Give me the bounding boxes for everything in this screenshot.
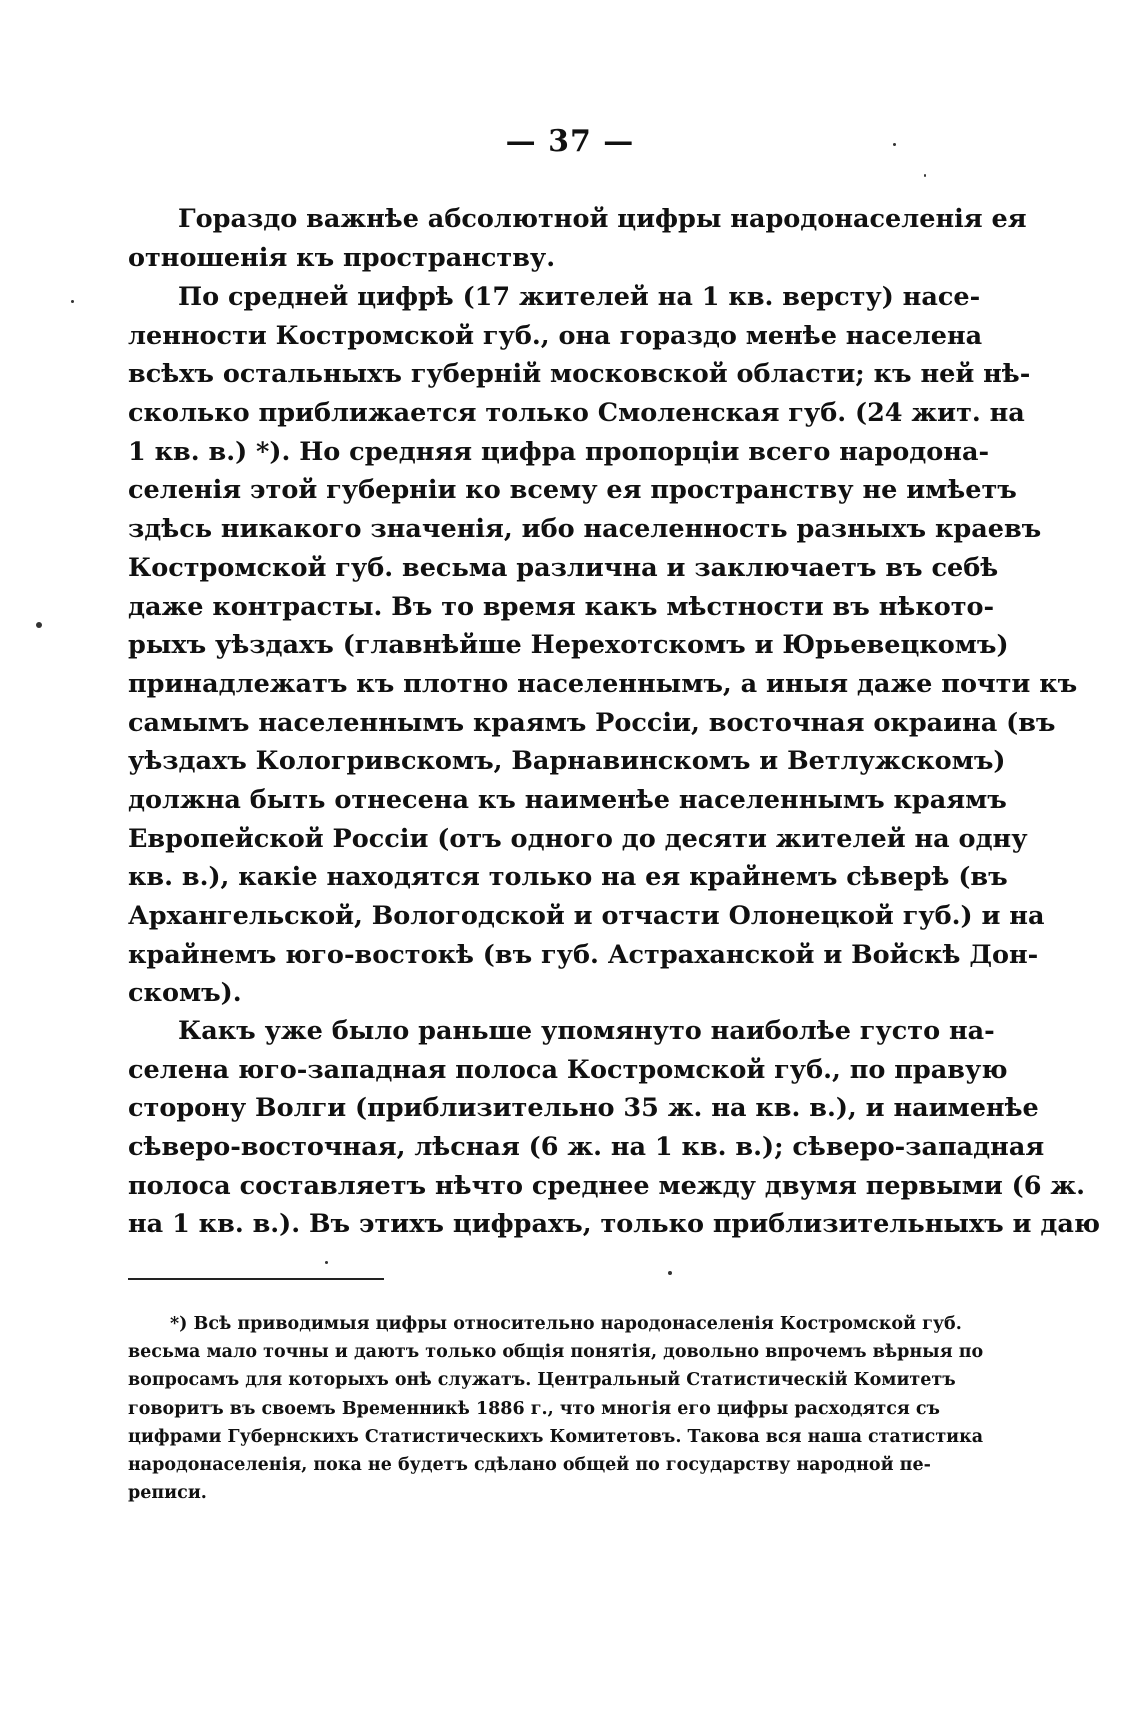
text-line: должна быть отнесена къ наименѣе населеннымъ краямъ bbox=[128, 784, 1007, 815]
footnote-divider bbox=[128, 1278, 384, 1280]
text-line: Какъ уже было раньше упомянуто наиболѣе густо на- bbox=[178, 1016, 995, 1046]
text-line: отношенія къ пространству. bbox=[128, 242, 556, 273]
text-line: селена юго-западная полоса Костромской губ., по правую bbox=[128, 1054, 1008, 1085]
text-line: на 1 кв. в.). Въ этихъ цифрахъ, только приблизительныхъ и даю bbox=[128, 1209, 1101, 1240]
footnote-line: вопросамъ для которыхъ онѣ служатъ. Центральный Статистическій Комитетъ bbox=[128, 1370, 956, 1391]
scan-speck bbox=[325, 1261, 328, 1264]
text-line: самымъ населеннымъ краямъ Россіи, восточная окраина (въ bbox=[128, 707, 1056, 738]
text-line: крайнемъ юго-востокѣ (въ губ. Астраханской и Войскѣ Дон- bbox=[128, 939, 1039, 970]
text-line: Европейской Россіи (отъ одного до десяти жителей на одну bbox=[128, 823, 1028, 854]
text-line: уѣздахъ Кологривскомъ, Варнавинскомъ и Ветлужскомъ) bbox=[128, 746, 1006, 777]
footnote-line: весьма мало точны и даютъ только общія понятія, довольно впрочемъ вѣрныя по bbox=[128, 1342, 984, 1363]
text-line: всѣхъ остальныхъ губерній московской области; къ ней нѣ- bbox=[128, 359, 1031, 390]
page-number: — 37 — bbox=[505, 124, 635, 159]
scan-speck bbox=[36, 622, 42, 628]
scan-speck bbox=[71, 300, 74, 303]
text-line: принадлежатъ къ плотно населеннымъ, а иныя даже почти къ bbox=[128, 668, 1078, 699]
text-line: сторону Волги (приблизительно 35 ж. на кв. в.), и наименѣе bbox=[128, 1093, 1039, 1124]
footnote-line: *) Всѣ приводимыя цифры относительно народонаселенія Костромской губ. bbox=[170, 1314, 962, 1334]
paragraph-1 bbox=[128, 200, 1027, 277]
text-line: скомъ). bbox=[128, 978, 242, 1009]
text-line: селенія этой губерніи ко всему ея пространству не имѣетъ bbox=[128, 475, 1017, 506]
paragraph-2 bbox=[128, 278, 1078, 1013]
footnote-line: реписи. bbox=[128, 1483, 207, 1504]
text-line: даже контрасты. Въ то время какъ мѣстности въ нѣкото- bbox=[128, 591, 995, 622]
footnote-line: говоритъ въ своемъ Временникѣ 1886 г., что многія его цифры расходятся съ bbox=[128, 1398, 940, 1419]
scan-speck bbox=[668, 1271, 672, 1275]
text-line: Архангельской, Вологодской и отчасти Олонецкой губ.) и на bbox=[128, 901, 1045, 931]
footnote-line: народонаселенія, пока не будетъ сдѣлано общей по государству народной пе- bbox=[128, 1454, 931, 1475]
text-line: сколько приближается только Смоленская губ. (24 жит. на bbox=[128, 398, 1025, 429]
text-line: сѣверо-восточная, лѣсная (6 ж. на 1 кв. в.); сѣверо-западная bbox=[128, 1132, 1045, 1163]
text-line: Костромской губ. весьма различна и заключаетъ въ себѣ bbox=[128, 552, 999, 583]
text-line: 1 кв. в.) *). Но средняя цифра пропорціи всего народона- bbox=[128, 436, 990, 467]
text-line: здѣсь никакого значенія, ибо населенность разныхъ краевъ bbox=[128, 514, 1042, 545]
paragraph-3 bbox=[128, 1012, 1101, 1244]
scan-speck bbox=[893, 143, 896, 146]
text-line: Гораздо важнѣе абсолютной цифры народонаселенія ея bbox=[178, 204, 1027, 234]
text-line: ленности Костромской губ., она гораздо менѣе населена bbox=[128, 320, 983, 351]
text-line: кв. в.), какіе находятся только на ея крайнемъ сѣверѣ (въ bbox=[128, 862, 1008, 893]
footnote bbox=[128, 1310, 984, 1507]
text-line: полоса составляетъ нѣчто среднее между двумя первыми (6 ж. bbox=[128, 1170, 1085, 1201]
scan-speck bbox=[924, 174, 926, 177]
text-line: рыхъ уѣздахъ (главнѣйше Нерехотскомъ и Юрьевецкомъ) bbox=[128, 630, 1009, 661]
text-line: По средней цифрѣ (17 жителей на 1 кв. версту) насе- bbox=[178, 282, 981, 312]
footnote-line: цифрами Губернскихъ Статистическихъ Комитетовъ. Такова вся наша статистика bbox=[128, 1426, 984, 1447]
